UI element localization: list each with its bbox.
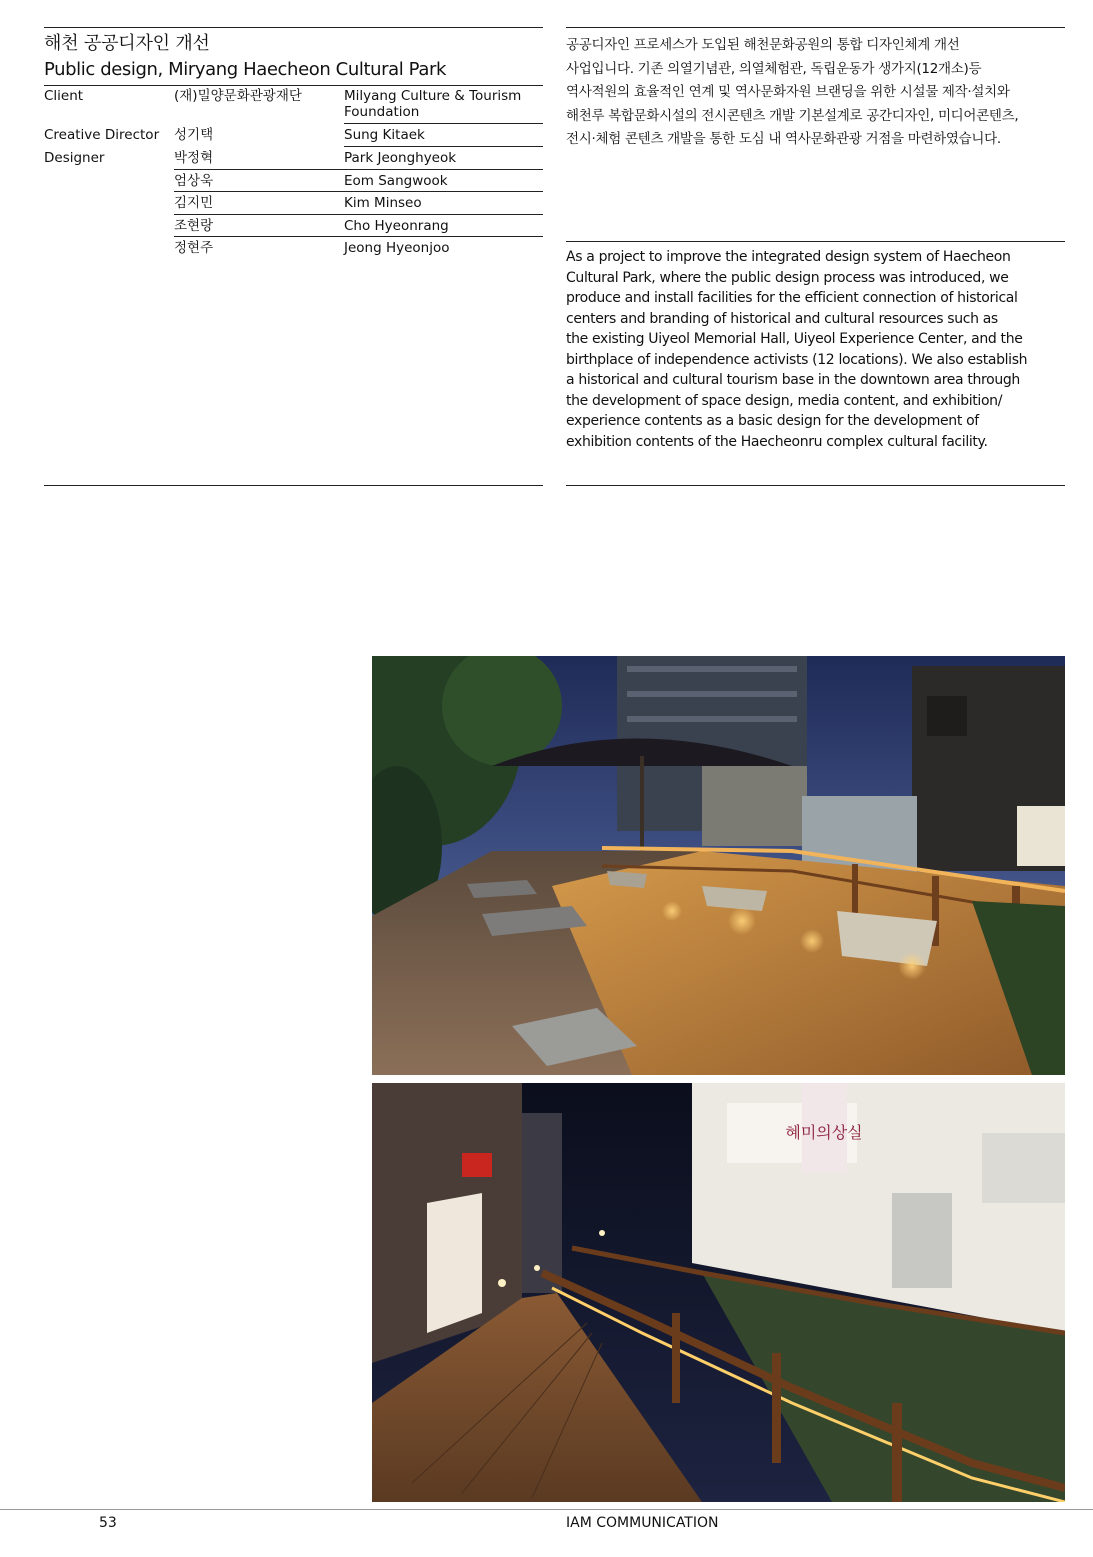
description-line: centers and branding of historical and cultural resources such as <box>566 310 998 327</box>
description-line: produce and install facilities for the efficient connection of historical <box>566 290 1018 306</box>
top-rule-right <box>566 27 1065 28</box>
credit-row-designer-4 <box>44 218 543 236</box>
description-line: 전시·체험 콘텐츠 개발을 통한 도심 내 역사문화관광 거점을 마련하였습니다. <box>566 131 1001 147</box>
credit-name-ko: 박정혁 <box>174 150 214 166</box>
credit-name-ko: (재)밀양문화관광재단 <box>174 88 302 104</box>
credit-name-ko: 성기택 <box>174 127 214 143</box>
credit-row-designer <box>44 150 543 168</box>
footer-rule <box>0 1509 1093 1510</box>
credit-row-designer-2 <box>44 173 543 191</box>
credit-row-creative-director <box>44 127 543 145</box>
credit-row-designer-3 <box>44 195 543 213</box>
description-line: experience contents as a basic design for the development of <box>566 413 979 429</box>
credit-divider <box>344 146 543 147</box>
credit-divider <box>174 214 543 215</box>
credit-name-ko: 정현주 <box>174 240 214 256</box>
description-line: 사업입니다. 기존 의열기념관, 의열체험관, 독립운동가 생가지(12개소)등 <box>566 60 982 77</box>
page-title-korean: 해천 공공디자인 개선 <box>44 33 210 54</box>
description-line: 공공디자인 프로세스가 도입된 해천문화공원의 통합 디자인체계 개선 <box>566 37 960 53</box>
credit-name-en: Milyang Culture & Tourism Foundation <box>344 88 522 120</box>
credit-divider <box>174 191 543 192</box>
description-english <box>566 247 1071 452</box>
credit-divider <box>344 123 543 124</box>
credit-row-designer-5 <box>44 240 543 258</box>
top-rule-left <box>44 27 543 28</box>
credit-divider <box>174 169 543 170</box>
section-bottom-rule-right <box>566 485 1065 486</box>
page-title-english: Public design, Miryang Haecheon Cultural Park <box>44 59 446 80</box>
description-korean <box>566 34 1071 152</box>
credit-name-ko: 엄상욱 <box>174 173 214 189</box>
page-number: 53 <box>99 1515 117 1531</box>
footer-brand: IAM COMMUNICATION <box>566 1515 719 1531</box>
description-line: the development of space design, media content, and exhibition/ <box>566 392 1003 409</box>
description-line: the existing Uiyeol Memorial Hall, Uiyeol Experience Center, and the <box>566 331 1023 347</box>
credit-name-ko: 조현랑 <box>174 218 214 234</box>
credits-top-rule <box>44 85 543 86</box>
credit-role: Client <box>44 88 84 104</box>
description-line: a historical and cultural tourism base in the downtown area through <box>566 372 1020 388</box>
photo-park-deck-illustration <box>372 656 1065 1075</box>
photo-boardwalk <box>372 1083 1065 1502</box>
description-line: exhibition contents of the Haecheonru complex cultural facility. <box>566 433 988 450</box>
description-line: 해천루 복합문화시설의 전시콘텐츠 개발 기본설계로 공간디자인, 미디어콘텐츠, <box>566 107 1019 124</box>
credit-name-en: Cho Hyeonrang <box>344 218 449 234</box>
section-bottom-rule-left <box>44 485 543 486</box>
photo-park-deck <box>372 656 1065 1075</box>
credit-role: Designer <box>44 150 105 166</box>
credit-divider <box>174 236 543 237</box>
credit-name-ko: 김지민 <box>174 195 214 211</box>
photo-boardwalk-illustration <box>372 1083 1065 1502</box>
credit-row-client <box>44 88 543 124</box>
description-divider <box>566 241 1065 242</box>
description-line: 역사적원의 효율적인 연계 및 역사문화자원 브랜딩을 위한 시설물 제작·설치와 <box>566 84 1010 100</box>
credit-name-en: Sung Kitaek <box>344 127 425 143</box>
description-line: As a project to improve the integrated design system of Haecheon <box>566 249 1011 265</box>
description-line: birthplace of independence activists (12 locations). We also establish <box>566 351 1028 368</box>
description-line: Cultural Park, where the public design process was introduced, we <box>566 269 1009 286</box>
credit-name-en: Eom Sangwook <box>344 173 448 189</box>
credit-name-en: Park Jeonghyeok <box>344 150 457 166</box>
credit-name-en: Kim Minseo <box>344 195 422 211</box>
credit-name-en: Jeong Hyeonjoo <box>344 240 450 256</box>
shop-sign: 혜미의상실 <box>785 1123 863 1142</box>
credit-role: Creative Director <box>44 127 160 143</box>
